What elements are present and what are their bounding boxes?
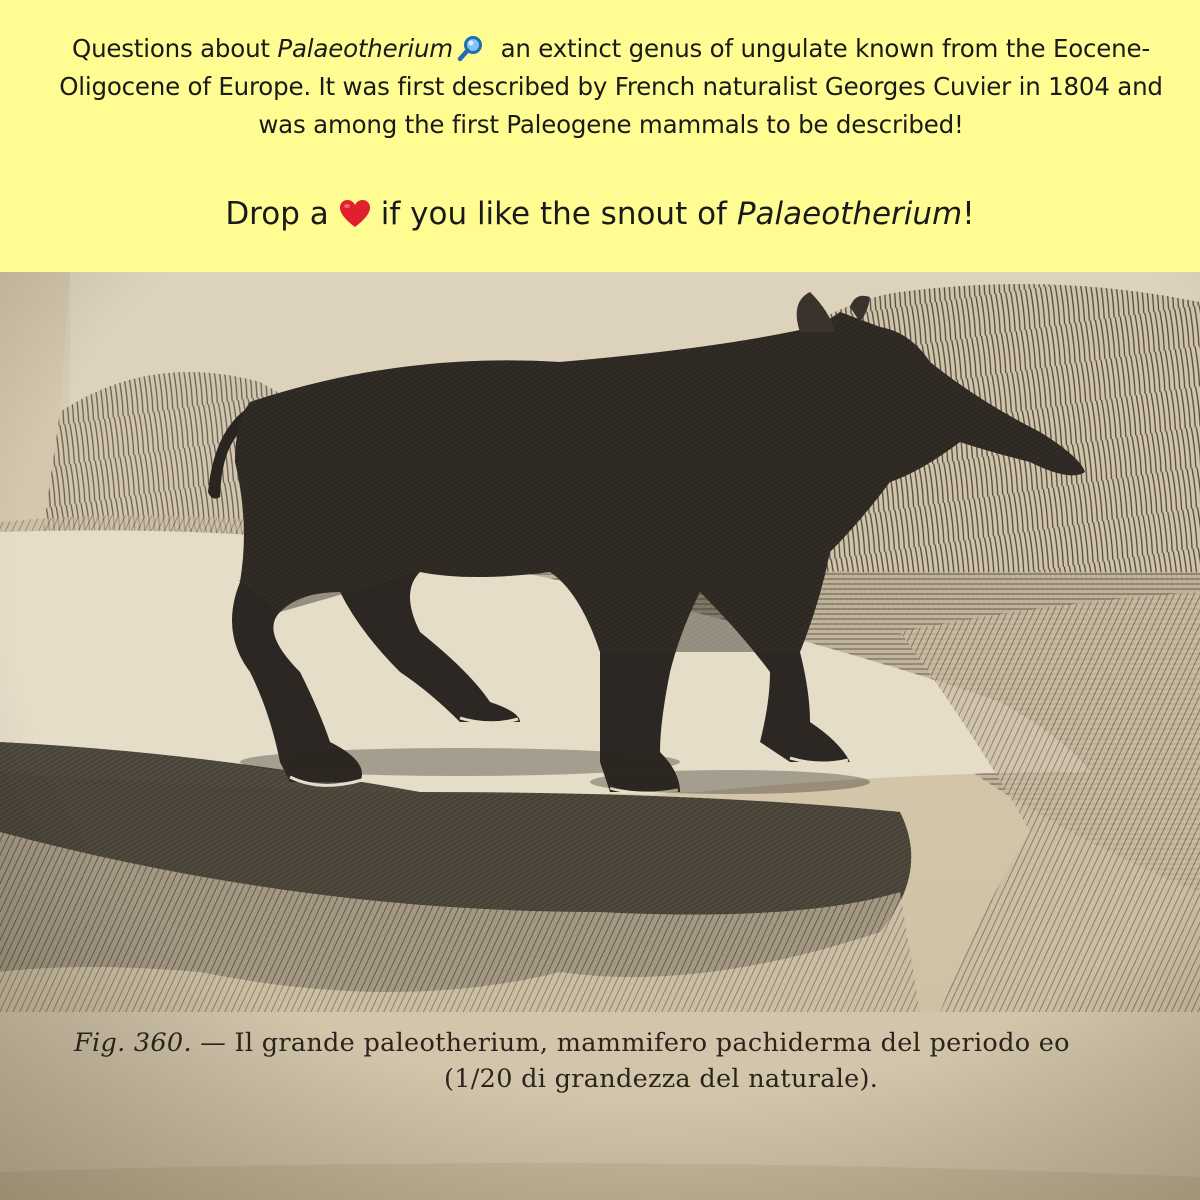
intro-prefix: Questions about [71,34,278,63]
heart-icon [339,199,371,229]
intro-body: an extinct genus of ungulate known from the Eocene-Oligocene of Europe. It was first described by French naturalist Georges Cuvier in 1804 and was among the first Paleogene mammals to be described! [59,34,1163,139]
engraving-illustration [0,272,1200,1200]
cta-genus: Palaeotherium [736,196,963,232]
header-banner [0,0,1200,272]
caption-line-1 [74,1028,1070,1058]
intro-text [46,30,1176,144]
caption-fig-number: Fig. 360. [74,1028,192,1058]
caption-text-1: — Il grande paleotherium, mammifero pachiderma del periodo eo [200,1028,1070,1058]
palaeotherium-engraving [0,272,1200,1200]
cta-middle: if you like the snout of [380,196,737,232]
cta-prefix: Drop a [225,196,329,232]
cta-suffix: ! [962,196,975,232]
call-to-action [0,194,1200,234]
magnifier-icon [457,34,485,62]
intro-genus: Palaeotherium [277,34,453,63]
caption-line-2: (1/20 di grandezza del naturale). [444,1064,879,1094]
